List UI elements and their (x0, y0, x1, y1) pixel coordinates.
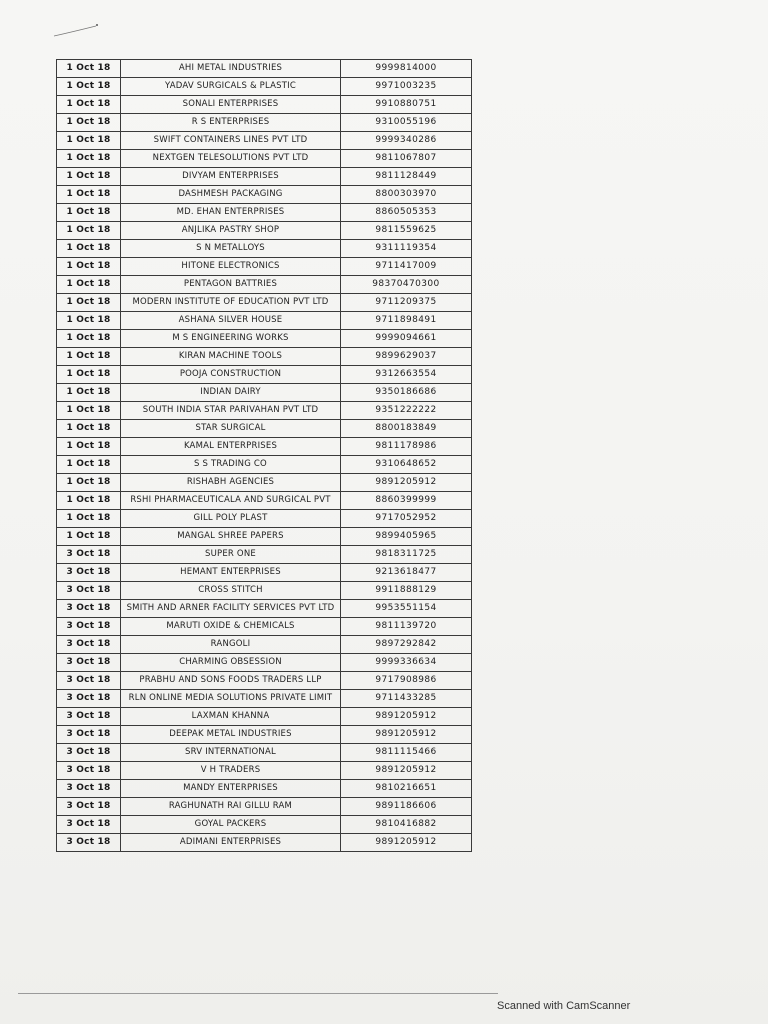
date-cell: 1 Oct 18 (57, 132, 121, 150)
table-body (57, 60, 472, 852)
table-row (57, 582, 472, 600)
company-name-cell: NEXTGEN TELESOLUTIONS PVT LTD (121, 150, 341, 168)
phone-number-cell: 9811115466 (341, 744, 472, 762)
company-name-cell: SUPER ONE (121, 546, 341, 564)
company-name-cell: DEEPAK METAL INDUSTRIES (121, 726, 341, 744)
phone-number-cell: 9711209375 (341, 294, 472, 312)
date-cell: 3 Oct 18 (57, 762, 121, 780)
date-cell: 1 Oct 18 (57, 384, 121, 402)
company-name-cell: YADAV SURGICALS & PLASTIC (121, 78, 341, 96)
date-cell: 1 Oct 18 (57, 96, 121, 114)
table-row (57, 96, 472, 114)
company-name-cell: MARUTI OXIDE & CHEMICALS (121, 618, 341, 636)
company-name-cell: RSHI PHARMACEUTICALA AND SURGICAL PVT (121, 492, 341, 510)
table-row (57, 330, 472, 348)
date-cell: 3 Oct 18 (57, 564, 121, 582)
company-name-cell: LAXMAN KHANNA (121, 708, 341, 726)
company-name-cell: SMITH AND ARNER FACILITY SERVICES PVT LTD (121, 600, 341, 618)
table-row (57, 726, 472, 744)
table-row (57, 762, 472, 780)
table-row (57, 456, 472, 474)
table-row (57, 258, 472, 276)
phone-number-cell: 9717908986 (341, 672, 472, 690)
phone-number-cell: 9999814000 (341, 60, 472, 78)
table-row (57, 816, 472, 834)
date-cell: 1 Oct 18 (57, 330, 121, 348)
date-cell: 1 Oct 18 (57, 492, 121, 510)
company-name-cell: MODERN INSTITUTE OF EDUCATION PVT LTD (121, 294, 341, 312)
phone-number-cell: 9711417009 (341, 258, 472, 276)
date-cell: 3 Oct 18 (57, 744, 121, 762)
phone-number-cell: 9953551154 (341, 600, 472, 618)
date-cell: 3 Oct 18 (57, 690, 121, 708)
phone-number-cell: 8860505353 (341, 204, 472, 222)
company-name-cell: MANGAL SHREE PAPERS (121, 528, 341, 546)
company-name-cell: HEMANT ENTERPRISES (121, 564, 341, 582)
phone-number-cell: 9891205912 (341, 762, 472, 780)
table-row (57, 276, 472, 294)
date-cell: 1 Oct 18 (57, 114, 121, 132)
table-row (57, 798, 472, 816)
date-cell: 1 Oct 18 (57, 510, 121, 528)
company-name-cell: ADIMANI ENTERPRISES (121, 834, 341, 852)
date-cell: 1 Oct 18 (57, 348, 121, 366)
table-row (57, 168, 472, 186)
table-row (57, 240, 472, 258)
phone-number-cell: 9891205912 (341, 474, 472, 492)
company-name-cell: DIVYAM ENTERPRISES (121, 168, 341, 186)
table-row (57, 546, 472, 564)
date-cell: 1 Oct 18 (57, 294, 121, 312)
date-cell: 3 Oct 18 (57, 726, 121, 744)
table-row (57, 600, 472, 618)
table-row (57, 636, 472, 654)
date-cell: 1 Oct 18 (57, 438, 121, 456)
company-name-cell: SRV INTERNATIONAL (121, 744, 341, 762)
footer-divider (18, 993, 498, 994)
date-cell: 3 Oct 18 (57, 546, 121, 564)
table-row (57, 618, 472, 636)
phone-number-cell: 9999340286 (341, 132, 472, 150)
table-row (57, 510, 472, 528)
table-row (57, 834, 472, 852)
date-cell: 1 Oct 18 (57, 528, 121, 546)
phone-number-cell: 9899629037 (341, 348, 472, 366)
table-row (57, 528, 472, 546)
table-row (57, 366, 472, 384)
phone-number-cell: 9811559625 (341, 222, 472, 240)
company-name-cell: S S TRADING CO (121, 456, 341, 474)
phone-number-cell: 9999336634 (341, 654, 472, 672)
company-name-cell: M S ENGINEERING WORKS (121, 330, 341, 348)
company-name-cell: RLN ONLINE MEDIA SOLUTIONS PRIVATE LIMIT (121, 690, 341, 708)
table-row (57, 474, 472, 492)
date-cell: 1 Oct 18 (57, 420, 121, 438)
date-cell: 3 Oct 18 (57, 672, 121, 690)
company-name-cell: SOUTH INDIA STAR PARIVAHAN PVT LTD (121, 402, 341, 420)
phone-number-cell: 98370470300 (341, 276, 472, 294)
date-cell: 1 Oct 18 (57, 204, 121, 222)
date-cell: 1 Oct 18 (57, 186, 121, 204)
table-row (57, 438, 472, 456)
table-row (57, 492, 472, 510)
phone-number-cell: 9213618477 (341, 564, 472, 582)
table-row (57, 294, 472, 312)
phone-number-cell: 9910880751 (341, 96, 472, 114)
company-name-cell: HITONE ELECTRONICS (121, 258, 341, 276)
table-row (57, 78, 472, 96)
company-name-cell: INDIAN DAIRY (121, 384, 341, 402)
table-row (57, 420, 472, 438)
table-row (57, 312, 472, 330)
company-name-cell: GOYAL PACKERS (121, 816, 341, 834)
phone-number-cell: 9891205912 (341, 726, 472, 744)
phone-number-cell: 9811178986 (341, 438, 472, 456)
table-row (57, 60, 472, 78)
phone-number-cell: 9810216651 (341, 780, 472, 798)
date-cell: 1 Oct 18 (57, 78, 121, 96)
phone-number-cell: 9897292842 (341, 636, 472, 654)
phone-number-cell: 9711898491 (341, 312, 472, 330)
date-cell: 3 Oct 18 (57, 708, 121, 726)
table-row (57, 708, 472, 726)
date-cell: 3 Oct 18 (57, 834, 121, 852)
company-name-cell: R S ENTERPRISES (121, 114, 341, 132)
company-name-cell: CROSS STITCH (121, 582, 341, 600)
company-name-cell: SWIFT CONTAINERS LINES PVT LTD (121, 132, 341, 150)
date-cell: 3 Oct 18 (57, 654, 121, 672)
phone-number-cell: 9811139720 (341, 618, 472, 636)
company-name-cell: V H TRADERS (121, 762, 341, 780)
phone-number-cell: 8800183849 (341, 420, 472, 438)
phone-number-cell: 9310055196 (341, 114, 472, 132)
phone-number-cell: 9891205912 (341, 708, 472, 726)
date-cell: 1 Oct 18 (57, 222, 121, 240)
company-name-cell: POOJA CONSTRUCTION (121, 366, 341, 384)
date-cell: 3 Oct 18 (57, 600, 121, 618)
phone-number-cell: 8860399999 (341, 492, 472, 510)
phone-number-cell: 9810416882 (341, 816, 472, 834)
table-row (57, 186, 472, 204)
phone-number-cell: 9999094661 (341, 330, 472, 348)
table-row (57, 114, 472, 132)
date-cell: 1 Oct 18 (57, 258, 121, 276)
table-row (57, 132, 472, 150)
phone-number-cell: 9711433285 (341, 690, 472, 708)
phone-number-cell: 9717052952 (341, 510, 472, 528)
table-row (57, 204, 472, 222)
table-row (57, 564, 472, 582)
company-name-cell: KAMAL ENTERPRISES (121, 438, 341, 456)
phone-number-cell: 9891186606 (341, 798, 472, 816)
table-row (57, 348, 472, 366)
date-cell: 1 Oct 18 (57, 312, 121, 330)
company-name-cell: RANGOLI (121, 636, 341, 654)
date-cell: 1 Oct 18 (57, 240, 121, 258)
company-name-cell: CHARMING OBSESSION (121, 654, 341, 672)
scanner-credit: Scanned with CamScanner (497, 1000, 631, 1012)
company-name-cell: RISHABH AGENCIES (121, 474, 341, 492)
date-cell: 3 Oct 18 (57, 636, 121, 654)
company-name-cell: ASHANA SILVER HOUSE (121, 312, 341, 330)
company-name-cell: DASHMESH PACKAGING (121, 186, 341, 204)
date-cell: 1 Oct 18 (57, 60, 121, 78)
company-name-cell: SONALI ENTERPRISES (121, 96, 341, 114)
company-name-cell: MD. EHAN ENTERPRISES (121, 204, 341, 222)
phone-number-cell: 9311119354 (341, 240, 472, 258)
table-row (57, 384, 472, 402)
table-row (57, 654, 472, 672)
table-row (57, 744, 472, 762)
phone-number-cell: 8800303970 (341, 186, 472, 204)
date-cell: 1 Oct 18 (57, 168, 121, 186)
table-row (57, 690, 472, 708)
phone-number-cell: 9351222222 (341, 402, 472, 420)
date-cell: 1 Oct 18 (57, 150, 121, 168)
date-cell: 3 Oct 18 (57, 582, 121, 600)
company-name-cell: STAR SURGICAL (121, 420, 341, 438)
phone-number-cell: 9971003235 (341, 78, 472, 96)
company-name-cell: ANJLIKA PASTRY SHOP (121, 222, 341, 240)
company-name-cell: MANDY ENTERPRISES (121, 780, 341, 798)
company-name-cell: KIRAN MACHINE TOOLS (121, 348, 341, 366)
phone-number-cell: 9811067807 (341, 150, 472, 168)
company-name-cell: PRABHU AND SONS FOODS TRADERS LLP (121, 672, 341, 690)
phone-number-cell: 9811128449 (341, 168, 472, 186)
company-name-cell: S N METALLOYS (121, 240, 341, 258)
date-cell: 1 Oct 18 (57, 366, 121, 384)
date-cell: 1 Oct 18 (57, 276, 121, 294)
pen-mark-icon (52, 22, 102, 38)
contact-list-table (56, 59, 472, 852)
phone-number-cell: 9818311725 (341, 546, 472, 564)
company-name-cell: AHI METAL INDUSTRIES (121, 60, 341, 78)
phone-number-cell: 9899405965 (341, 528, 472, 546)
date-cell: 3 Oct 18 (57, 798, 121, 816)
date-cell: 3 Oct 18 (57, 618, 121, 636)
date-cell: 3 Oct 18 (57, 780, 121, 798)
date-cell: 3 Oct 18 (57, 816, 121, 834)
date-cell: 1 Oct 18 (57, 456, 121, 474)
company-name-cell: RAGHUNATH RAI GILLU RAM (121, 798, 341, 816)
phone-number-cell: 9310648652 (341, 456, 472, 474)
phone-number-cell: 9312663554 (341, 366, 472, 384)
company-name-cell: GILL POLY PLAST (121, 510, 341, 528)
date-cell: 1 Oct 18 (57, 402, 121, 420)
phone-number-cell: 9891205912 (341, 834, 472, 852)
date-cell: 1 Oct 18 (57, 474, 121, 492)
contact-table (56, 59, 470, 852)
phone-number-cell: 9350186686 (341, 384, 472, 402)
table-row (57, 402, 472, 420)
phone-number-cell: 9911888129 (341, 582, 472, 600)
table-row (57, 672, 472, 690)
company-name-cell: PENTAGON BATTRIES (121, 276, 341, 294)
table-row (57, 780, 472, 798)
table-row (57, 150, 472, 168)
table-row (57, 222, 472, 240)
